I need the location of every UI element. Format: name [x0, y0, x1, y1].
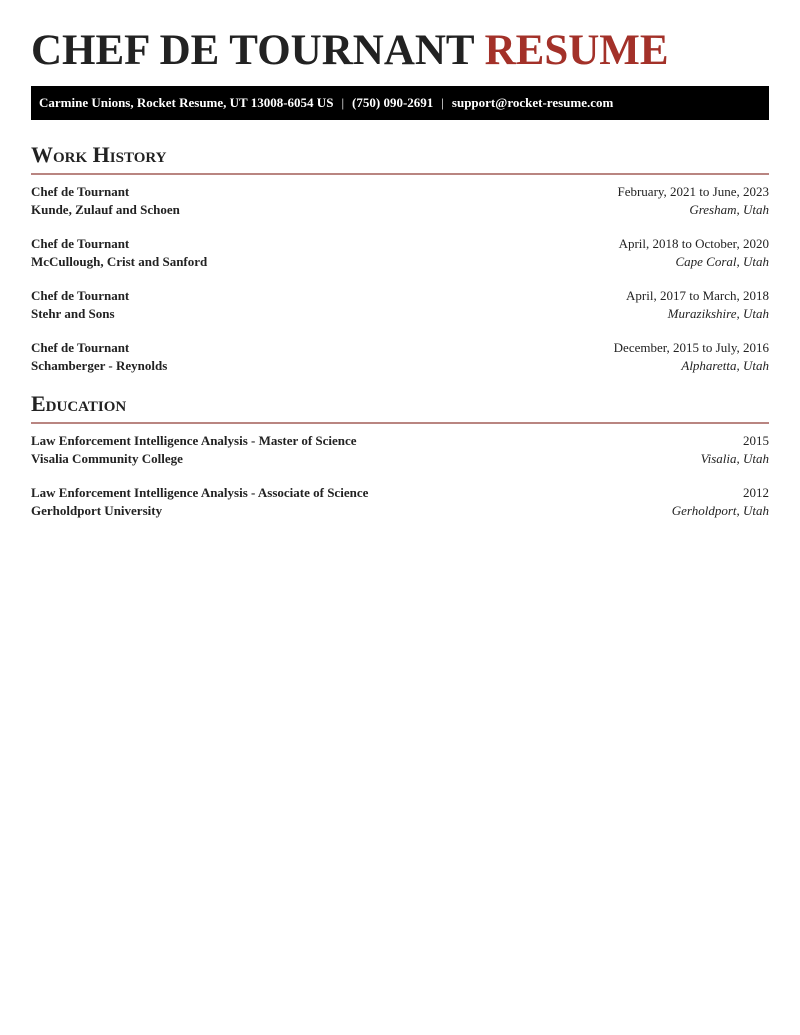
education-entry: [31, 484, 769, 519]
work-history-section: [31, 142, 769, 374]
work-entry: [31, 183, 769, 218]
job-location: Gresham, Utah: [689, 201, 769, 217]
degree: Law Enforcement Intelligence Analysis - Master of Science: [31, 433, 357, 448]
job-dates: February, 2021 to June, 2023: [617, 184, 769, 199]
section-divider: [31, 422, 769, 424]
school-name: Visalia Community College: [31, 450, 183, 466]
school-location: Visalia, Utah: [700, 450, 769, 466]
degree: Law Enforcement Intelligence Analysis - Associate of Science: [31, 485, 369, 500]
resume-title: [31, 0, 769, 74]
contact-email: support@rocket-resume.com: [451, 95, 614, 110]
contact-address: Carmine Unions, Rocket Resume, UT 13008-6054 US: [39, 95, 334, 110]
contact-bar: [31, 86, 769, 120]
job-title: Chef de Tournant: [31, 184, 130, 199]
job-dates: April, 2017 to March, 2018: [626, 288, 769, 303]
company-name: Schamberger - Reynolds: [31, 357, 168, 373]
school-location: Gerholdport, Utah: [671, 502, 769, 518]
education-entry: [31, 432, 769, 467]
contact-phone: (750) 090-2691: [352, 95, 434, 110]
company-name: McCullough, Crist and Sanford: [31, 253, 208, 269]
job-title: Chef de Tournant: [31, 236, 130, 251]
job-dates: April, 2018 to October, 2020: [618, 236, 769, 251]
contact-separator: |: [441, 95, 444, 110]
work-entry: [31, 339, 769, 374]
school-name: Gerholdport University: [31, 502, 163, 518]
work-entry: [31, 235, 769, 270]
company-name: Stehr and Sons: [31, 305, 115, 321]
work-history-heading: Work History: [31, 142, 167, 167]
company-name: Kunde, Zulauf and Schoen: [31, 201, 180, 217]
job-dates: December, 2015 to July, 2016: [613, 340, 769, 355]
graduation-year: 2015: [743, 433, 769, 448]
job-title: Chef de Tournant: [31, 340, 130, 355]
job-location: Murazikshire, Utah: [667, 305, 769, 321]
section-divider: [31, 173, 769, 175]
job-location: Cape Coral, Utah: [675, 253, 769, 269]
title-main: CHEF DE TOURNANT: [31, 27, 474, 74]
graduation-year: 2012: [743, 485, 769, 500]
title-accent: RESUME: [484, 27, 669, 74]
education-section: [31, 391, 769, 519]
resume-page: [31, 0, 769, 536]
job-title: Chef de Tournant: [31, 288, 130, 303]
education-heading: Education: [31, 391, 127, 416]
work-entry: [31, 287, 769, 322]
job-location: Alpharetta, Utah: [681, 357, 769, 373]
contact-separator: |: [341, 95, 345, 110]
